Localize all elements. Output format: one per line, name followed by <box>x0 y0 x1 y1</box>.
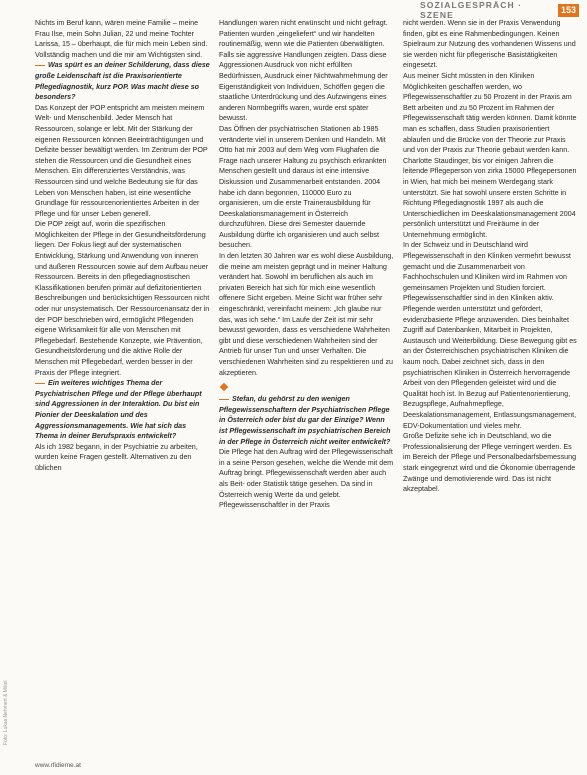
paragraph: Das Öffnen der psychiatrischen Stationen ab 1985 veränderte viel in unserem Denken und Handeln. Mit Otto hat mir 2003 auf dem Weg vom Flughafen die Frage nach unserer Haltung zu psychisch erkrankten Menschen gestellt und daraus ist eine intensive Diskussion und Zusammenarbeit entstanden. 2004 habe ich dann begonnen, 110000 Euro zu organisieren, um die erste Trainerausbildung für Deeskalationsmanagement in Österreich durchzuführen. Diese drei Semester dauernde Ausbildung dürfte ich organisieren und auch selbst besuchen. <box>219 124 387 250</box>
photo-credit: Foto: Lukas Nehmert & Mikel <box>3 680 9 745</box>
paragraph: Aus meiner Sicht müssten in den Kliniken Möglichkeiten geschaffen werden, wo Pflegewissenschaftler zu 50 Prozent in der Praxis am Bett arbeiten und zu 50 Prozent im Rahmen der Pflegewissenschaft tätig werden können. Damit könnte man es schaffen, dass Studien praxisorientiert ablaufen und die Brücke von der Theorie zur Praxis und von der Praxis zur Theorie gebaut werden kann. Charlotte Staudinger, bis vor einigen Jahren die leitende Pflegeperson von zirka 15000 Pflegepersonen in Wien, hat mich bei meinem Werdegang stark unterstützt. Sie hat sowohl unsere ersten Schritte in Richtung Pflegediagnostik 1997 als auch die Unterschiedlichen im Deeskalationsmanagement 2004 persönlich unterstützt und Freiräume in der Unternehmung ermöglicht. <box>403 71 577 239</box>
interview-question <box>219 394 394 447</box>
paragraph: Handlungen waren nicht erwünscht und nicht gefragt. Patienten wurden „eingeliefert“ und wir handelten routinemäßig, wenn wie die Patienten überwältigten. Falls sie aggressive Handlungen zeigten. Dass diese Aggressionen Ausdruck von nicht erfüllten Bedürfnissen, Ausdruck einer Nichtwahrnehmung der Eigenständigkeit von Individuen, Schöffen gegen die staatliche Unterdrückung und des Aufzwingens eines anderen Normbegriffs waren, wurde erst später bewusst. <box>219 19 388 123</box>
paragraph: Das Konzept der POP entspricht am meisten meinem Welt- und Menschenbild. Jeder Mensch hat Ressourcen, solange er lebt. Mit der Stärkung der eigenen Ressourcen können Beeinträchtigungen und Defizite besser bewältigt werden. Im Zentrum der POP stehen die Ressourcen und die Gesundheit eines Menschen. Ein differenziertes Verständnis, was Ressourcen sind und welche Bedeutung sie für das Leben von Menschen haben, ist eine wesentliche Grundlage für ressourcenorientiertes Arbeiten in der Pflege und für unser Leben generell. <box>35 103 208 218</box>
footer-url[interactable]: www.rfidieme.at <box>35 762 81 769</box>
paragraph: In den letzten 30 Jahren war es wohl diese Ausbildung, die meine am meisten geprägt und in meiner Haltung verändert hat. Sowohl im beruflichen als auch im privaten Bereich hat sich für mich eine wesentlich offenere Sicht ergeben. Meine Sicht war früher sehr eingeschränkt, vereinfacht meinem: „Ich glaube nur das, was ich sehe.“ Im Laufe der Zeit ist mir sehr bewusst geworden, dass es verschiedene Wahrheiten gibt und diese verschiedenen Wahrheiten sind der Antrieb für unser Tun und unser Verhalten. Die verschiedenen Wahrheiten sind zu respektieren und zu akzeptieren. <box>219 252 394 377</box>
question-marker-icon <box>35 65 45 66</box>
interview-question <box>35 60 210 102</box>
question-text: Ein weiteres wichtiges Thema der Psychiatrischen Pflege und der Pflege überhaupt sind Aggressionen in der Interaktion. Du bist ein Pionier der Deeskalation und des Aggressionsmanagements. Wie hat sich das Thema in deiner Berufspraxis entwickelt? <box>35 379 202 441</box>
section-divider-icon <box>220 383 228 391</box>
page-number-badge: 153 <box>558 4 579 17</box>
section-title: SOZIALGESPRÄCH · SZENE <box>420 0 523 20</box>
paragraph: Die POP zeigt auf, worin die spezifischen Möglichkeiten der Pflege in der Gesundheitsförderung liegen. Der Fokus liegt auf der systematischen Entwicklung, Stärkung und Anwendung von inneren und äußeren Ressourcen sowie auf dem Aufbau neuer Ressourcen. Bereits in den pflegediagnostischen Klassifikationen berufen primär auf defizitorientierten Beschreibungen und berücksichtigen Ressourcen nicht oder nur unsystematisch. Der Ressourcenansatz der in der POP beschrieben wird, ermöglicht Pflegenden eigene Wirksamkeit für alle von Menschen mit Pflegebedarf. Bestehende Konzepte, wie Prävention, Gesundheitsförderung und die aktive Rolle der Menschen mit Pflegebedarf, werden besser in der Praxis der Pflege integriert. <box>35 220 210 377</box>
text-column-2 <box>219 18 394 511</box>
question-text: Stefan, du gehörst zu den wenigen Pflegewissenschaftern der Psychiatrischen Pflege in Österreich oder bist du gar der Einzige? Wenn ist Pflegewissenschaft im psychiatrischen Bereich in der Pflege in Österreich nicht weiter entwickelt? <box>219 395 391 446</box>
paragraph: Die Pflege hat den Auftrag wird der Pflegewissenschaft in a seine Person gesehen, welche die Wende mit dem Auftrag bringt. Pflegewissenschaft werden aber auch als Beit- oder Statistik tätige gesehen. Da sind in Österreich wenig Werte da und gelebt. Pflegewissenschaftler in der Praxis <box>219 448 394 510</box>
question-marker-icon <box>35 383 45 384</box>
paragraph: Nichts im Beruf kann, wären meine Familie – meine Frau Ilse, mein Sohn Julian, 22 und meine Tochter Larissa, 15 – überhaupt, die für mich mein Leben sind. Vollständig machen und die mir am Wichtigsten sind. <box>35 19 208 59</box>
question-text: Was spürt es an deiner Schilderung, dass diese große Leidenschaft ist die Praxisorientierte Pflegediagnostik, kurz POP. Was macht diese so besonders? <box>35 61 210 102</box>
interview-question <box>35 378 210 442</box>
paragraph: nicht werden. Wenn sie in der Praxis Verwendung finden, gibt es eine Rahmenbedingungen. Keinen Spielraum zur Nutzung des vorhandenen Wissens und sie werden nicht für pflegerische Basistätigkeiten eingesetzt. <box>403 19 576 70</box>
question-marker-icon <box>219 399 229 400</box>
paragraph: In der Schweiz und in Deutschland wird Pflegewissenschaft in den Kliniken vermehrt bewusst gemacht und die Zusammenarbeit von Fachhochschulen und Kliniken wird im Rahmen von gemeinsamen Projekten und Studien forciert. Pflegewissenschaftler sind in den Kliniken aktiv. Pflegende werden unterstützt und gefördert, evidenzbasierte Pflege anzuwenden. Dies beinhaltet Zugriff auf Datenbanken, Mitarbeit in Projekten, Austausch und Weiterbildung. Diese Bewegung gibt es an der Österreichischen psychiatrischen Kliniken die kaum noch. Dabei zeichnet sich, dass in den psychiatrischen Kliniken in Österreich hervorragende Arbeit von den Pflegenden geleistet wird und die Qualität hoch ist. In Bezug auf Patientenorientierung, Bezugspflege, Aufnahmepflege, Deeskalationsmanagement, Entlassungsmanagement, EDV-Dokumentation und vieles mehr. <box>403 241 577 430</box>
paragraph: Große Defizite sehe ich in Deutschland, wo die Professionalisierung der Pflege verringert werden. Es im Bereich der Pflege und Personalbedarfsbemessung stark eingegrenzt wird und die Ökonomie überragende Zwänge und demotivierende wird. Das ist nicht akzeptabel. <box>403 432 577 494</box>
paragraph: Als ich 1982 begann, in der Psychiatrie zu arbeiten, wurden keine Fragen gestellt. Alternativen zu den üblichen <box>35 442 198 472</box>
page-header <box>420 0 579 20</box>
text-column-1 <box>35 18 210 474</box>
text-column-3 <box>403 18 578 495</box>
